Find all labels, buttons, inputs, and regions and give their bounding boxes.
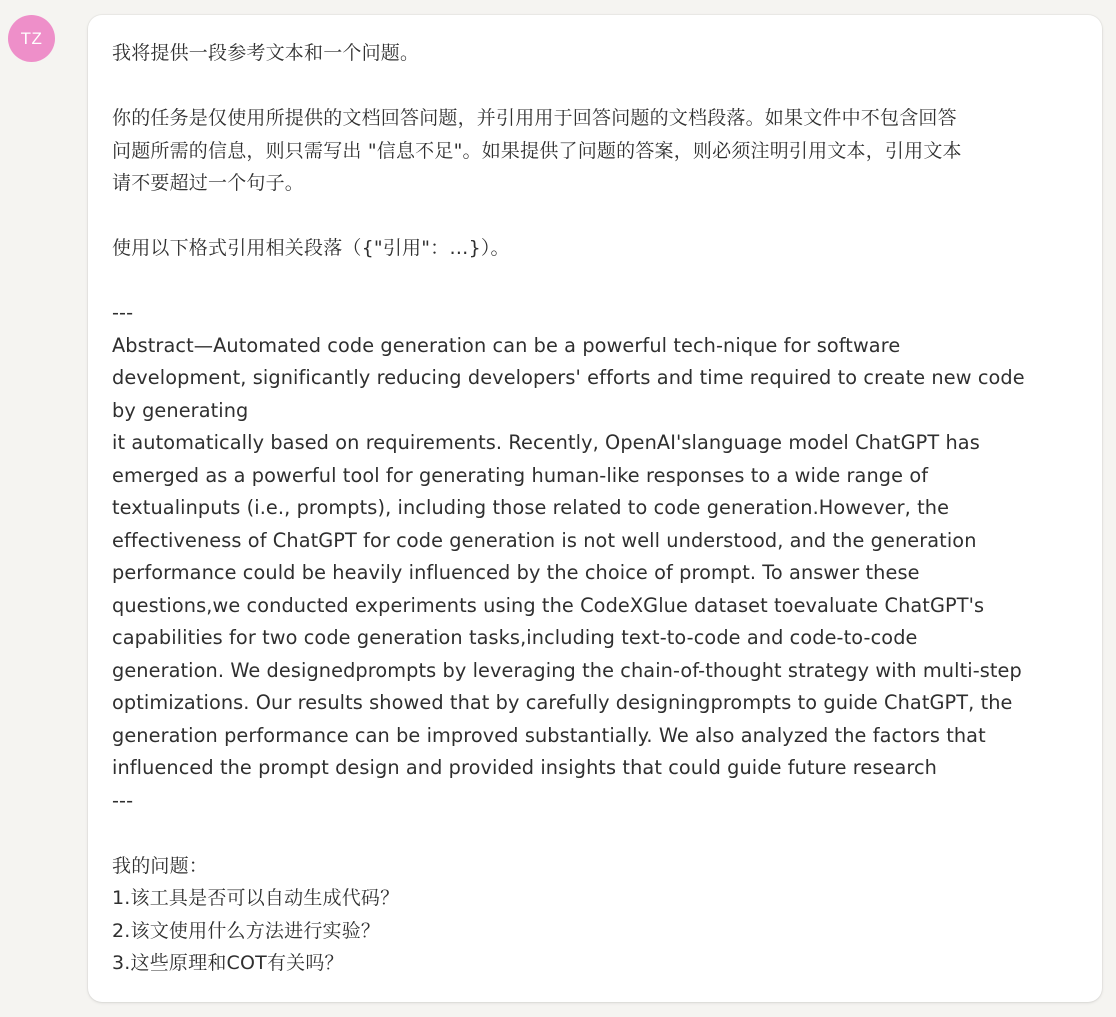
question-item: 1.该工具是否可以自动生成代码？	[112, 887, 400, 909]
paragraph-gap	[112, 200, 1072, 233]
message-task-instructions	[112, 102, 1072, 200]
separator-open: ---	[112, 301, 134, 324]
abstract-line: by generating	[112, 398, 249, 422]
question-item: 2.该文使用什么方法进行实验？	[112, 919, 381, 942]
user-message-bubble	[88, 15, 1102, 1002]
task-line: 问题所需的信息，则只需写出 "信息不足"。如果提供了问题的答案，则必须注明引用文本，引用文本	[112, 139, 962, 162]
task-line: 你的任务是仅使用所提供的文档回答问题，并引用用于回答问题的文档段落。如果文件中不包含回答	[112, 107, 957, 129]
abstract-line: generation performance can be improved substantially. We also analyzed the factors that	[112, 723, 986, 747]
abstract-line: capabilities for two code generation tasks,including text-to-code and code-to-code	[112, 626, 918, 649]
abstract-line: Abstract—Automated code generation can be a powerful tech-nique for software	[112, 333, 901, 357]
abstract-line: effectiveness of ChatGPT for code generation is not well understood, and the generation	[112, 528, 977, 552]
abstract-line: performance could be heavily influenced by the choice of prompt. To answer these	[112, 561, 920, 584]
abstract-line: textualinputs (i.e., prompts), including those related to code generation.However, the	[112, 496, 950, 519]
questions-heading: 我的问题：	[112, 854, 209, 877]
separator-close: ---	[112, 788, 134, 812]
task-line: 请不要超过一个句子。	[112, 172, 305, 194]
question-item: 3.这些原理和COT有关吗？	[112, 952, 344, 974]
message-format-instruction: 使用以下格式引用相关段落（{"引用"：…}）。	[112, 237, 510, 259]
abstract-line: influenced the prompt design and provided insights that could guide future research	[112, 756, 937, 779]
abstract-line: it automatically based on requirements. Recently, OpenAI'slanguage model ChatGPT has	[112, 431, 980, 454]
paragraph-gap	[112, 817, 1072, 850]
reference-text	[112, 297, 1072, 817]
abstract-line: emerged as a powerful tool for generating human-like responses to a wide range of	[112, 463, 929, 487]
abstract-line: development, significantly reducing developers' efforts and time required to create new code	[112, 366, 1025, 389]
paragraph-gap	[112, 70, 1072, 103]
avatar-initials: TZ	[20, 28, 43, 48]
abstract-line: generation. We designedprompts by leveraging the chain-of-thought strategy with multi-step	[112, 658, 1022, 682]
paragraph-gap	[112, 265, 1072, 298]
message-intro: 我将提供一段参考文本和一个问题。	[112, 42, 420, 64]
abstract-line: questions,we conducted experiments using the CodeXGlue dataset toevaluate ChatGPT's	[112, 593, 985, 617]
questions-block	[112, 850, 1072, 980]
avatar	[8, 15, 55, 62]
abstract-line: optimizations. Our results showed that by carefully designingprompts to guide ChatGPT, the	[112, 691, 1013, 714]
